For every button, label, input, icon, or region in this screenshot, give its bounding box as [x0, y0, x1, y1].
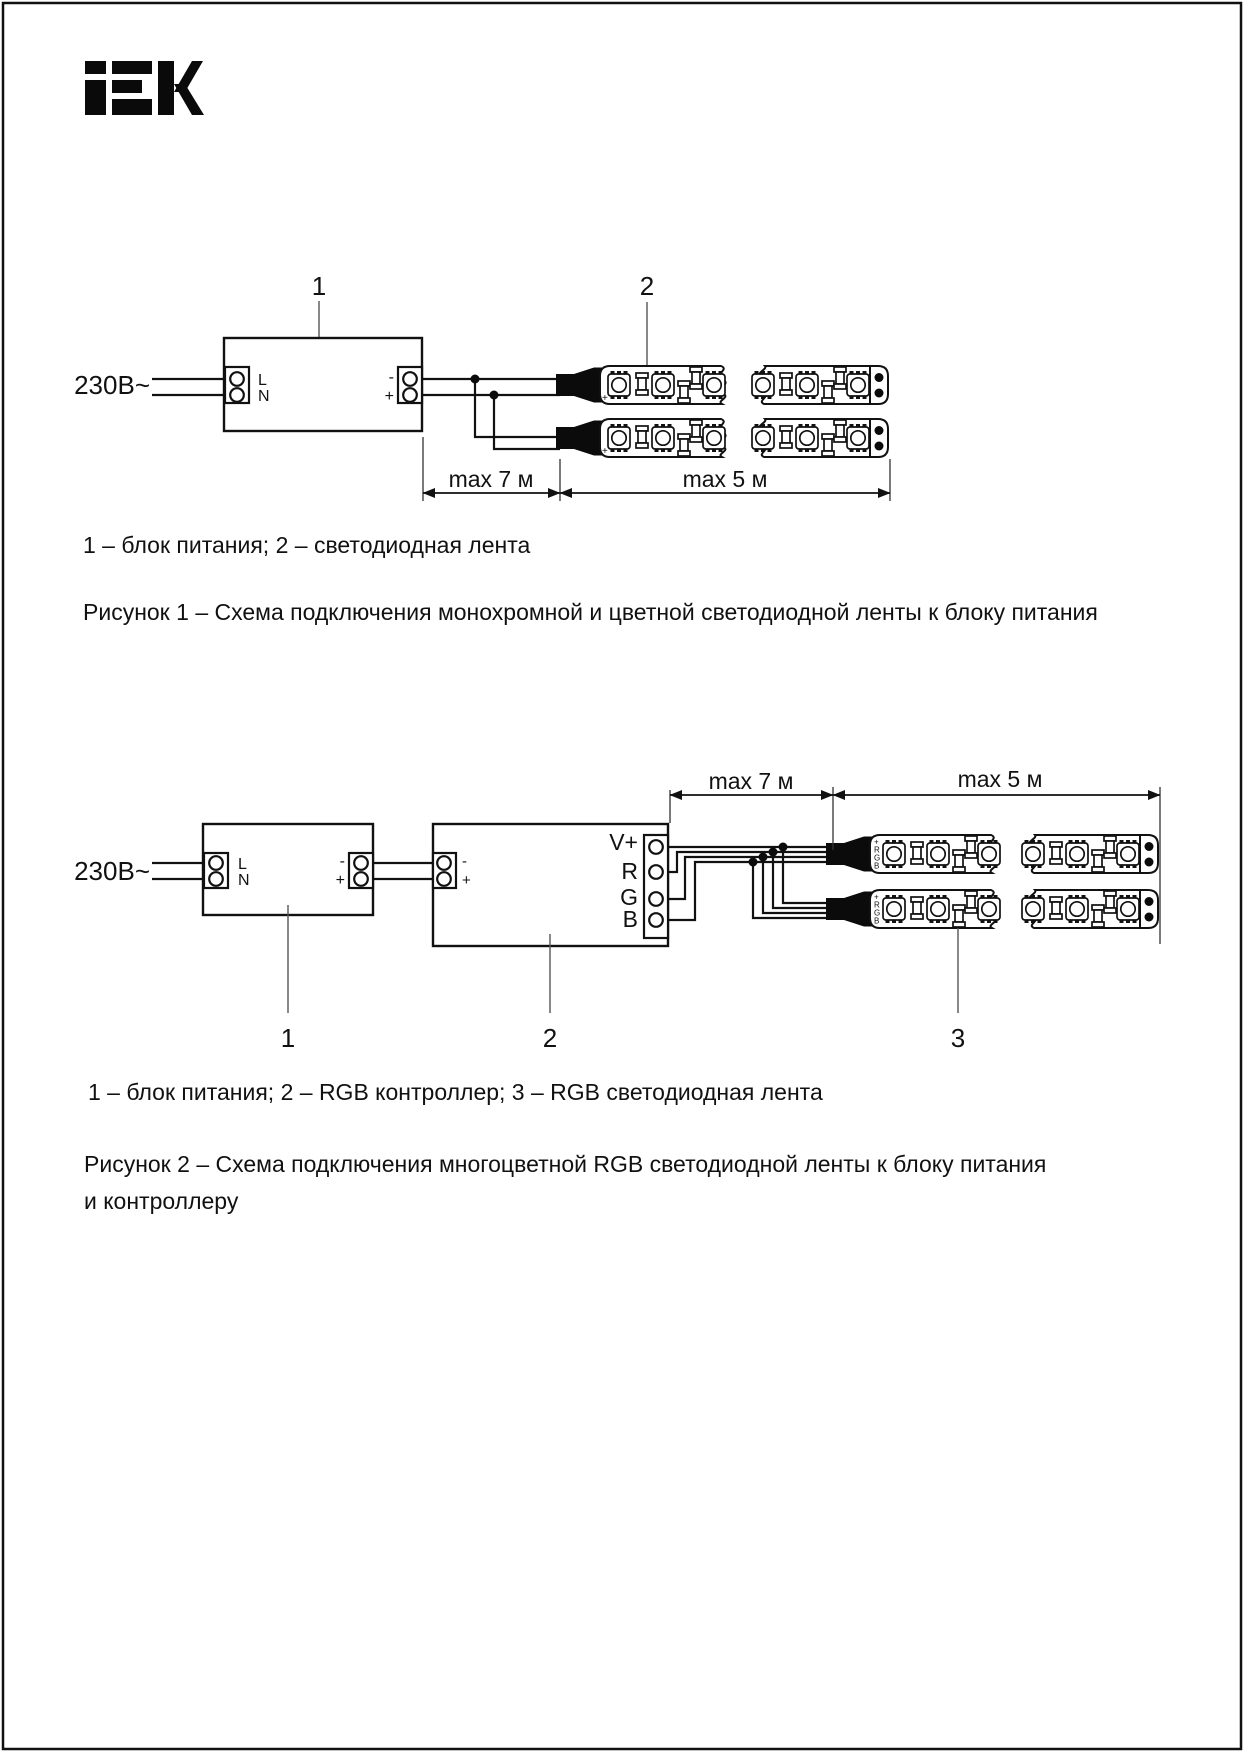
fig2-caption-line2: и контроллеру: [84, 1188, 239, 1214]
fig2-dim-5m-text: max 5 м: [957, 766, 1043, 792]
fig2-psu-n-label: N: [238, 872, 250, 889]
fig2-caption-line1: Рисунок 2 – Схема подключения многоцветной RGB светодиодной ленты к блоку питания: [84, 1151, 1047, 1177]
fig1-legend: 1 – блок питания; 2 – светодиодная лента: [83, 532, 531, 558]
strip-pin-r: R: [874, 900, 880, 910]
strip-pin-r: R: [874, 845, 880, 855]
fig2-input-wires: [152, 863, 204, 879]
strip-connector: [826, 892, 872, 927]
fig2-rgb-strip-bottom: [826, 890, 1158, 928]
strip-pin-g: G: [874, 908, 881, 918]
fig1-caption: Рисунок 1 – Схема подключения монохромной и цветной светодиодной ленты к блоку питания: [83, 599, 1098, 625]
strip-pin-b: B: [874, 861, 880, 871]
fig2-r-label: R: [621, 858, 638, 884]
fig1-callout-1: 1: [311, 271, 327, 301]
figure1-diagram: [74, 271, 1098, 625]
iek-logo: [85, 61, 204, 115]
fig2-vplus-label: V+: [609, 829, 638, 855]
fig1-dim-5m-text: max 5 м: [682, 466, 768, 492]
fig1-psu-plus-label: +: [384, 388, 394, 405]
figure2-diagram: [74, 766, 1160, 1214]
fig2-rgb-strip-top: [826, 835, 1158, 873]
fig2-psu-plus-label: +: [335, 872, 345, 889]
strip-pin-b: B: [874, 916, 880, 926]
fig1-psu-n-label: N: [258, 388, 270, 405]
fig1-callout-2: 2: [639, 271, 655, 301]
fig2-psu-l-label: L: [238, 856, 247, 873]
strip-plus-mark: +: [602, 446, 608, 457]
fig1-mains-voltage: 230В~: [74, 370, 150, 400]
fig2-g-label: G: [620, 884, 638, 910]
fig1-led-strip-top: [556, 366, 888, 404]
fig1-output-wires: [422, 379, 560, 449]
fig2-psu-minus-label: -: [339, 853, 345, 870]
fig2-callout-3: 3: [950, 1023, 966, 1053]
strip-pin-g: G: [874, 853, 881, 863]
fig2-rgb-bundle-wires: [668, 847, 830, 920]
fig1-psu-l-label: L: [258, 372, 267, 389]
fig2-controller-plus-label: +: [462, 872, 471, 889]
fig2-controller-minus-label: -: [462, 853, 467, 870]
strip-connector: [556, 421, 602, 456]
strip-plus-mark: +: [602, 393, 608, 404]
fig2-psu-to-controller-wires: [373, 863, 433, 879]
strip-pin-plus: +: [874, 837, 879, 847]
strip-connector: [556, 368, 602, 403]
fig2-callout-1: 1: [280, 1023, 296, 1053]
fig2-legend: 1 – блок питания; 2 – RGB контроллер; 3 – RGB светодиодная лента: [88, 1079, 823, 1105]
fig2-dim-7m-text: max 7 м: [708, 768, 794, 794]
fig1-led-strip-bottom: [556, 419, 888, 457]
fig1-dim-7m-text: max 7 м: [448, 466, 534, 492]
fig2-b-label: B: [622, 906, 638, 932]
fig1-input-wires: [152, 379, 225, 395]
fig1-psu-minus-label: -: [388, 369, 394, 386]
fig2-callout-2: 2: [542, 1023, 558, 1053]
strip-pin-plus: +: [874, 892, 879, 902]
fig2-mains-voltage: 230В~: [74, 856, 150, 886]
